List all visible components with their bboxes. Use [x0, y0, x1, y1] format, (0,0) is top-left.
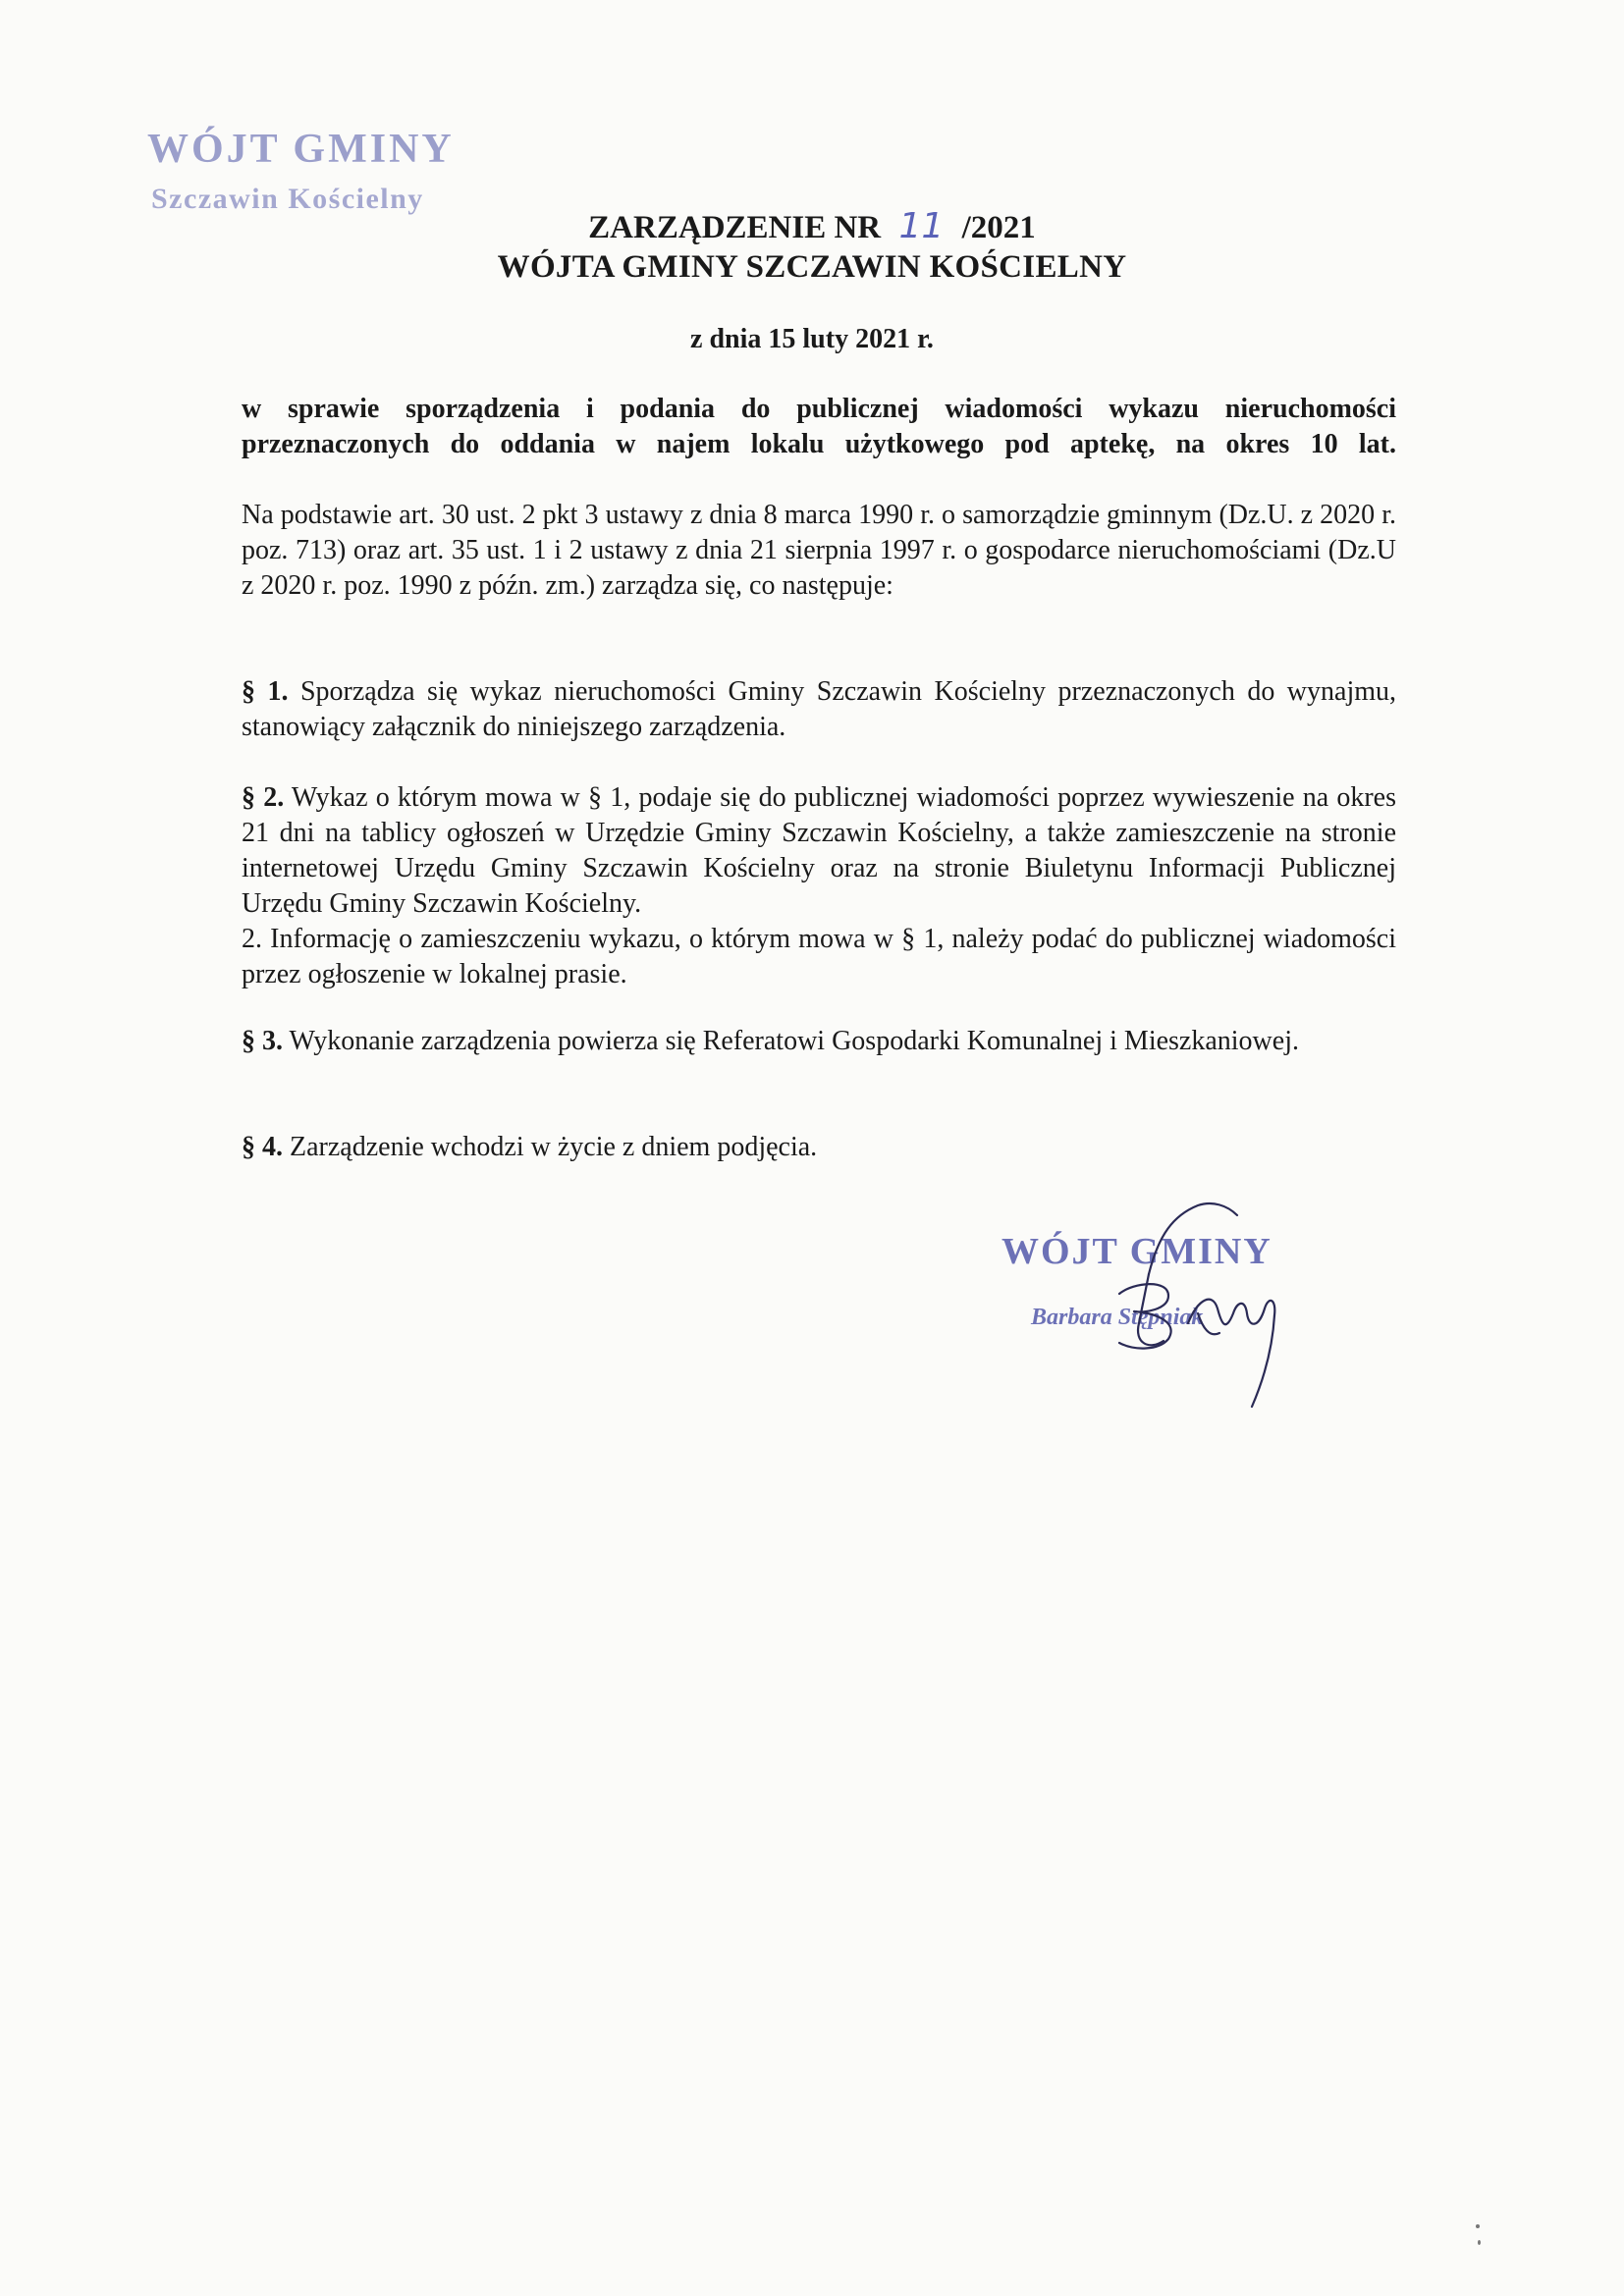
document-subtitle: WÓJTA GMINY SZCZAWIN KOŚCIELNY	[497, 249, 1127, 285]
section-1-text: Sporządza się wykaz nieruchomości Gminy Szczawin Kościelny przeznaczonych do wynajmu, stanowiący załącznik do niniejszego zarządzenia.	[242, 676, 1397, 742]
section-2-mark: § 2.	[242, 782, 285, 813]
handwritten-signature-icon	[1001, 1176, 1316, 1412]
title-number: 11	[898, 206, 945, 246]
section-4	[242, 1130, 1396, 1165]
section-1	[242, 674, 1396, 745]
legal-basis-paragraph: Na podstawie art. 30 ust. 2 pkt 3 ustawy z dnia 8 marca 1990 r. o samorządzie gminnym (Dz.U. z 2020 r. poz. 713) oraz art. 35 ust. 1 i 2 ustawy z dnia 21 sierpnia 1997 r. o gospodarce nieruchomościami (Dz.U z 2020 r. poz. 1990 z późn. zm.) zarządza się, co następuje:	[242, 500, 1396, 601]
section-3-mark: § 3.	[242, 1026, 283, 1056]
document-title	[0, 206, 1624, 246]
signature-stamp	[1001, 1230, 1316, 1397]
document-date: z dnia 15 luty 2021 r.	[690, 324, 934, 354]
section-2-text: Wykaz o którym mowa w § 1, podaje się do publicznej wiadomości poprzez wywieszenie na okres 21 dni na tablicy ogłoszeń w Urzędzie Gminy Szczawin Kościelny, a także zamieszczenie na stronie internetowej Urzędu Gminy Szczawin Kościelny oraz na stronie Biuletynu Informacji Publicznej Urzędu Gminy Szczawin Kościelny.	[242, 782, 1397, 919]
signature-stamp-title: WÓJT GMINY	[1001, 1231, 1272, 1272]
section-4-text: Zarządzenie wchodzi w życie z dniem podjęcia.	[290, 1132, 818, 1162]
signature-stamp-name: Barbara Stępniak	[1031, 1305, 1204, 1330]
stamp-top-line2: Szczawin Kościelny	[151, 183, 424, 215]
section-3-text: Wykonanie zarządzenia powierza się Referatowi Gospodarki Komunalnej i Mieszkaniowej.	[289, 1026, 1299, 1056]
stamp-top-line1: WÓJT GMINY	[147, 127, 455, 172]
subject-paragraph: w sprawie sporządzenia i podania do publicznej wiadomości wykazu nieruchomości przeznaczonych do oddania w najem lokalu użytkowego pod aptekę, na okres 10 lat.	[242, 394, 1396, 459]
section-4-mark: § 4.	[242, 1132, 283, 1162]
section-1-mark: § 1.	[242, 676, 289, 707]
title-prefix: ZARZĄDZENIE NR	[588, 210, 882, 245]
title-suffix: /2021	[961, 210, 1036, 245]
section-2	[242, 780, 1396, 992]
section-2-point-2: 2. Informację o zamieszczeniu wykazu, o którym mowa w § 1, należy podać do publicznej wiadomości przez ogłoszenie w lokalnej prasie.	[242, 924, 1396, 989]
stamp-top	[147, 126, 455, 218]
section-3	[242, 1024, 1396, 1059]
